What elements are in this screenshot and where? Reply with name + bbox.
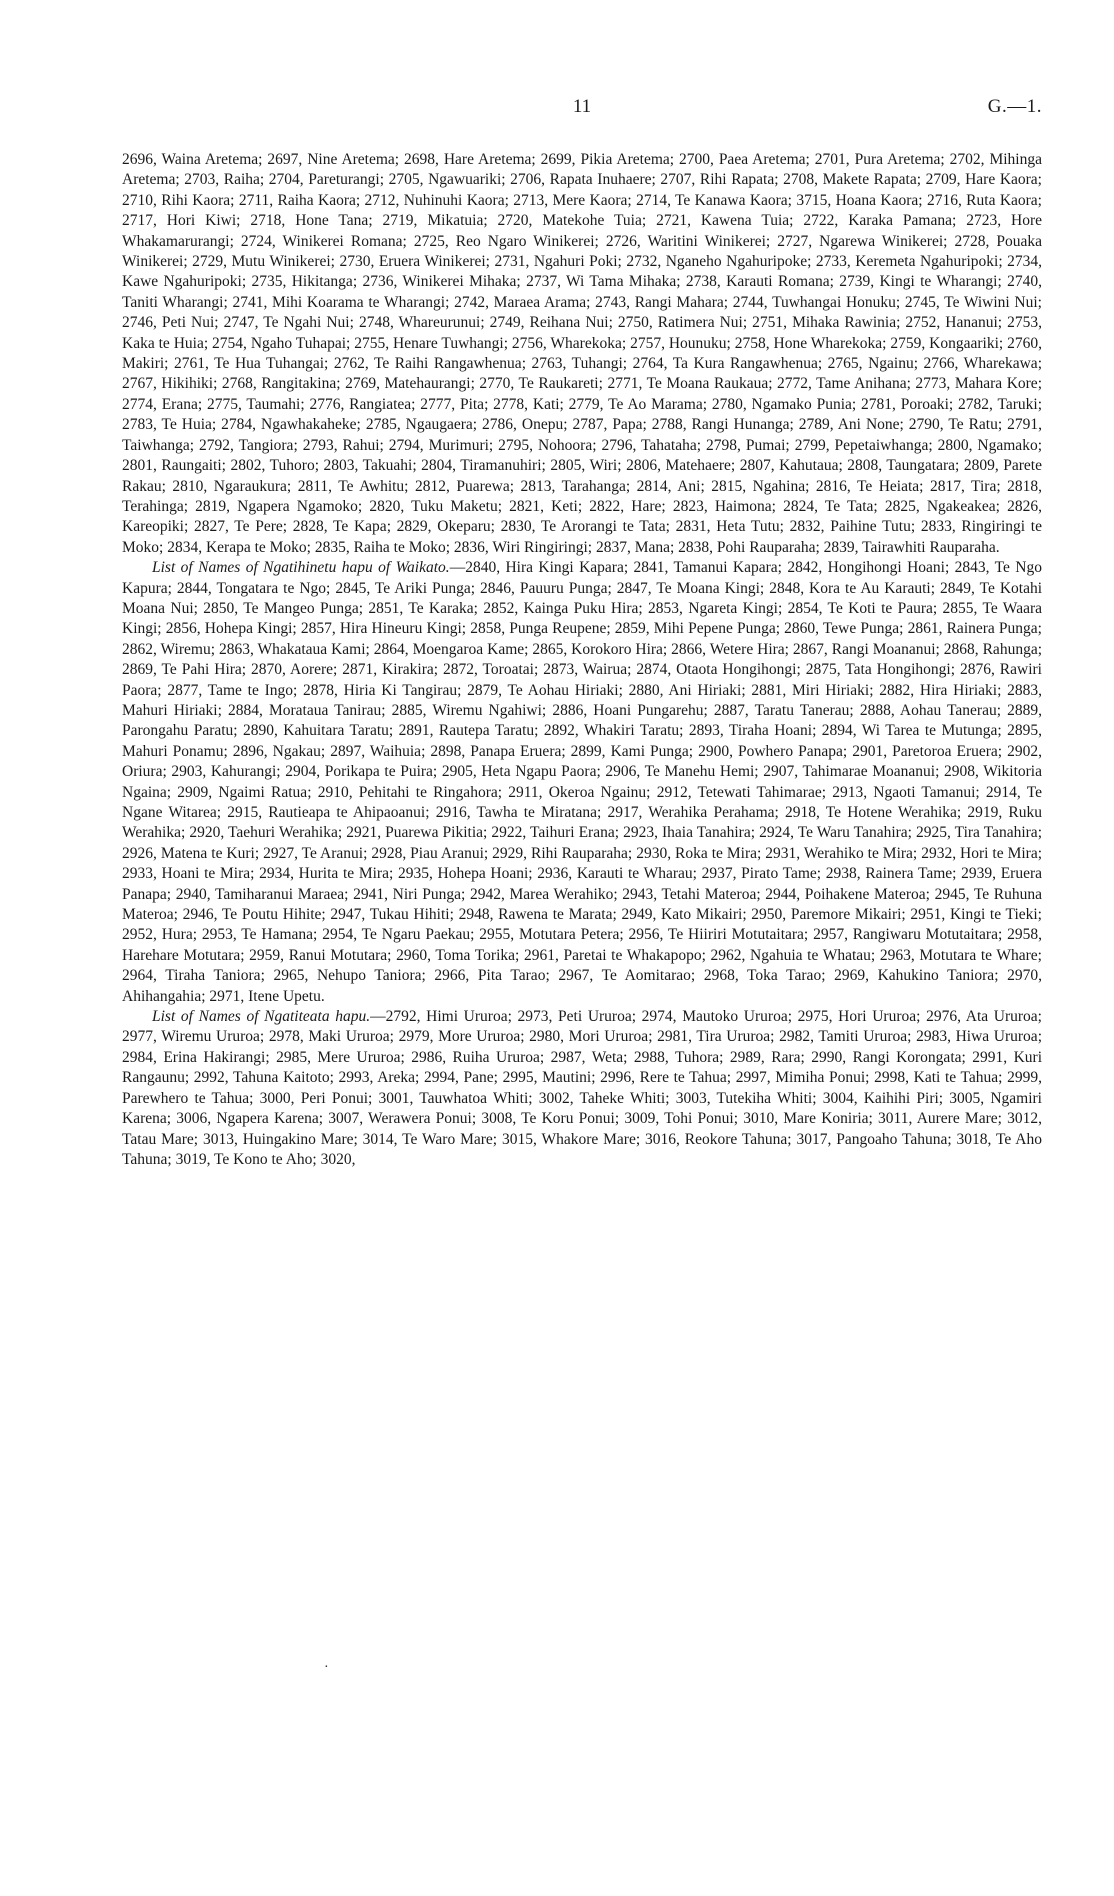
paragraph-text: 2696, Waina Aretema; 2697, Nine Aretema; 2698, Hare Aretema; 2699, Pikia Aretema; 2700, Paea Aretema; 2701, Pura Aretema; 2702, Mihinga Aretema; 2703, Raiha; 2704, Pareturangi; 2705, Ngawuariki; 2706, Rapata Inuhaere; 2707, Rihi Rapata; 2708, Makete Rapata; 2709, Hare Kaora; 2710, Rihi Kaora; 2711, Raiha Kaora; 2712, Nuhinuhi Kaora; 2713, Mere Kaora; 2714, Te Kanawa Kaora; 3715, Hoana Kaora; 2716, Ruta Kaora; 2717, Hori Kiwi; 2718, Hone Tana; 2719, Mikatuia; 2720, Matekohe Tuia; 2721, Kawena Tuia; 2722, Karaka Pamana; 2723, Hore Whakamarurangi; 2724, Winikerei Romana; 2725, Reo Ngaro Winikerei; 2726, Waritini Winikerei; 2727, Ngarewa Winikerei; 2728, Pouaka Winikerei; 2729, Mutu Winikerei; 2730, Eruera Winikerei; 2731, Ngahuri Poki; 2732, Nganeho Ngahuripoke; 2733, Keremeta Ngahuripoki; 2734, Kawe Ngahuripoki; 2735, Hikitanga; 2736, Winikerei Mihaka; 2737, Wi Tama Mihaka; 2738, Karauti Romana; 2739, Kingi te Wharangi; 2740, Taniti Wharangi; 2741, Mihi Koarama te Wharangi; 2742, Maraea Arama; 2743, Rangi Mahara; 2744, Tuwhangai Honuku; 2745, Te Wiwini Nui; 2746, Peti Nui; 2747, Te Ngahi Nui; 2748, Whareurunui; 2749, Reihana Nui; 2750, Ratimera Nui; 2751, Mihaka Rawinia; 2752, Hananui; 2753, Kaka te Huia; 2754, Ngaho Tuhapai; 2755, Henare Tuwhangi; 2756, Wharekoka; 2757, Hounuku; 2758, Hone Wharekoka; 2759, Kongaariki; 2760, Makiri; 2761, Te Hua Tuhangai; 2762, Te Raihi Rangawhenua; 2763, Tuhangi; 2764, Ta Kura Rangawhenua; 2765, Ngainu; 2766, Wharekawa; 2767, Hikihiki; 2768, Rangitakina; 2769, Matehaurangi; 2770, Te Raukareti; 2771, Te Moana Raukaua; 2772, Tame Anihana; 2773, Mahara Kore; 2774, Erana; 2775, Taumahi; 2776, Rangiatea; 2777, Pita; 2778, Kati; 2779, Te Ao Marama; 2780, Ngamako Punia; 2781, Poroaki; 2782, Taruki; 2783, Te Huia; 2784, Ngawhakaheke; 2785, Ngaugaera; 2786, Onepu; 2787, Papa; 2788, Rangi Hunanga; 2789, Ani None; 2790, Te Ratu; 2791, Taiwhanga; 2792, Tangiora; 2793, Rahui; 2794, Murimuri; 2795, Nohoora; 2796, Tahataha; 2798, Pumai; 2799, Pepetaiwhanga; 2800, Ngamako; 2801, Raungaiti; 2802, Tuhoro; 2803, Takuahi; 2804, Tiramanuhiri; 2805, Wiri; 2806, Matehaere; 2807, Kahutaua; 2808, Taungatara; 2809, Parete Rakau; 2810, Ngaraukura; 2811, Te Awhitu; 2812, Puarewa; 2813, Tarahanga; 2814, Ani; 2815, Ngahina; 2816, Te Heiata; 2817, Tira; 2818, Terahinga; 2819, Ngapera Ngamoko; 2820, Tuku Maketu; 2821, Keti; 2822, Hare; 2823, Haimona; 2824, Te Tata; 2825, Ngakeakea; 2826, Kareopiki; 2827, Te Pere; 2828, Te Kapa; 2829, Okeparu; 2830, Te Arorangi te Tata; 2831, Heta Tutu; 2832, Paihine Tutu; 2833, Ringiringi te Moko; 2834, Kerapa te Moko; 2835, Raiha te Moko; 2836, Wiri Ringiringi; 2837, Mana; 2838, Pohi Rauparaha; 2839, Tairawhiti Rauparaha.	[122, 151, 1042, 556]
print-speck: ·	[324, 1660, 329, 1675]
section-heading-ngatiteata: List of Names of Ngatiteata hapu.	[152, 1008, 371, 1026]
document-code: G.—1.	[987, 96, 1042, 117]
paragraph-ngatiteata	[122, 1007, 1042, 1170]
paragraph-text: —2840, Hira Kingi Kapara; 2841, Tamanui Kapara; 2842, Hongihongi Hoani; 2843, Te Ngo Kapura; 2844, Tongatara te Ngo; 2845, Te Ariki Punga; 2846, Pauuru Punga; 2847, Te Moana Kingi; 2848, Kora te Au Karauti; 2849, Te Kotahi Moana Nui; 2850, Te Mangeo Punga; 2851, Te Karaka; 2852, Kainga Puku Hira; 2853, Ngareta Kingi; 2854, Te Koti te Paura; 2855, Te Waara Kingi; 2856, Hohepa Kingi; 2857, Hira Hineuru Kingi; 2858, Punga Reupene; 2859, Mihi Pepene Punga; 2860, Tewe Punga; 2861, Rainera Punga; 2862, Wiremu; 2863, Whakataua Kami; 2864, Moengaroa Kame; 2865, Korokoro Hira; 2866, Wetere Hira; 2867, Rangi Moananui; 2868, Rahunga; 2869, Te Pahi Hira; 2870, Aorere; 2871, Kirakira; 2872, Toroatai; 2873, Wairua; 2874, Otaota Hongihongi; 2875, Tata Hongihongi; 2876, Rawiri Paora; 2877, Tame te Ingo; 2878, Hiria Ki Tangirau; 2879, Te Aohau Hiriaki; 2880, Ani Hiriaki; 2881, Miri Hiriaki; 2882, Hira Hiriaki; 2883, Mahuri Hiriaki; 2884, Morataua Tanirau; 2885, Wiremu Ngahiwi; 2886, Hoani Pungarehu; 2887, Taratu Tanerau; 2888, Aohau Tanerau; 2889, Parongahu Paratu; 2890, Kahuitara Taratu; 2891, Rautepa Taratu; 2892, Whakiri Taratu; 2893, Tiraha Hoani; 2894, Wi Tarea te Mutunga; 2895, Mahuri Ponamu; 2896, Ngakau; 2897, Waihuia; 2898, Panapa Eruera; 2899, Kami Punga; 2900, Powhero Panapa; 2901, Paretoroa Eruera; 2902, Oriura; 2903, Kahurangi; 2904, Porikapa te Puira; 2905, Heta Ngapu Paora; 2906, Te Manehu Hemi; 2907, Tahimarae Moananui; 2908, Wikitoria Ngaina; 2909, Ngaimi Ratua; 2910, Pehitahi te Ringahora; 2911, Okeroa Ngainu; 2912, Tetewati Tahimarae; 2913, Ngaoti Tamanui; 2914, Te Ngane Witarea; 2915, Rautieapa te Ahipaoanui; 2916, Tawha te Miratana; 2917, Werahika Perahama; 2918, Te Hotene Werahika; 2919, Ruku Werahika; 2920, Taehuri Werahika; 2921, Puarewa Pikitia; 2922, Taihuri Erana; 2923, Ihaia Tanahira; 2924, Te Waru Tanahira; 2925, Tira Tanahira; 2926, Matena te Kuri; 2927, Te Aranui; 2928, Piau Aranui; 2929, Rihi Rauparaha; 2930, Roka te Mira; 2931, Werahiko te Mira; 2932, Hori te Mira; 2933, Hoani te Mira; 2934, Hurita te Mira; 2935, Hohepa Hoani; 2936, Karauti te Wharau; 2937, Pirato Tame; 2938, Rainera Tame; 2939, Eruera Panapa; 2940, Tamiharanui Maraea; 2941, Niri Punga; 2942, Marea Werahiko; 2943, Tetahi Materoa; 2944, Poihakene Materoa; 2945, Te Ruhuna Materoa; 2946, Te Poutu Hihite; 2947, Tukau Hihiti; 2948, Rawena te Marata; 2949, Kato Mikairi; 2950, Paremore Mikairi; 2951, Kingi te Tieki; 2952, Hura; 2953, Te Hamana; 2954, Te Ngaru Paekau; 2955, Motutara Petera; 2956, Te Hiiriri Motutaitara; 2957, Rangiwaru Motutaitara; 2958, Harehare Motutara; 2959, Ranui Motutara; 2960, Toma Torika; 2961, Paretai te Whakapopo; 2962, Ngahuia te Whatau; 2963, Motutara te Whare; 2964, Tiraha Taniora; 2965, Nehupo Taniora; 2966, Pita Tarao; 2967, Te Aomitarao; 2968, Toka Tarao; 2969, Kahukino Taniora; 2970, Ahihangahia; 2971, Itene Upetu.	[122, 559, 1042, 1005]
paragraph-names-continued	[122, 150, 1042, 558]
paragraph-text: —2792, Himi Ururoa; 2973, Peti Ururoa; 2974, Mautoko Ururoa; 2975, Hori Ururoa; 2976, Ata Ururoa; 2977, Wiremu Ururoa; 2978, Maki Ururoa; 2979, More Ururoa; 2980, Mori Ururoa; 2981, Tira Ururoa; 2982, Tamiti Ururoa; 2983, Hiwa Ururoa; 2984, Erina Hakirangi; 2985, Mere Ururoa; 2986, Ruiha Ururoa; 2987, Weta; 2988, Tuhora; 2989, Rara; 2990, Rangi Korongata; 2991, Kuri Rangaunu; 2992, Tahuna Kaitoto; 2993, Areka; 2994, Pane; 2995, Mautini; 2996, Rere te Tahua; 2997, Mimiha Ponui; 2998, Kati te Tahua; 2999, Parewhero te Tahua; 3000, Peri Ponui; 3001, Tauwhatoa Whiti; 3002, Taheke Whiti; 3003, Tutekiha Whiti; 3004, Kaihihi Piri; 3005, Ngamiri Karena; 3006, Ngapera Karena; 3007, Werawera Ponui; 3008, Te Koru Ponui; 3009, Tohi Ponui; 3010, Mare Koniria; 3011, Aurere Mare; 3012, Tatau Mare; 3013, Huingakino Mare; 3014, Te Waro Mare; 3015, Whakore Mare; 3016, Reokore Tahuna; 3017, Pangoaho Tahuna; 3018, Te Aho Tahuna; 3019, Te Kono te Aho; 3020,	[122, 1008, 1042, 1168]
paragraph-ngatihinetu	[122, 558, 1042, 1007]
body-text	[122, 150, 1042, 1170]
page-header	[122, 96, 1042, 126]
section-heading-ngatihinetu: List of Names of Ngatihinetu hapu of Waikato.	[152, 559, 450, 577]
page-number: 11	[572, 96, 592, 117]
